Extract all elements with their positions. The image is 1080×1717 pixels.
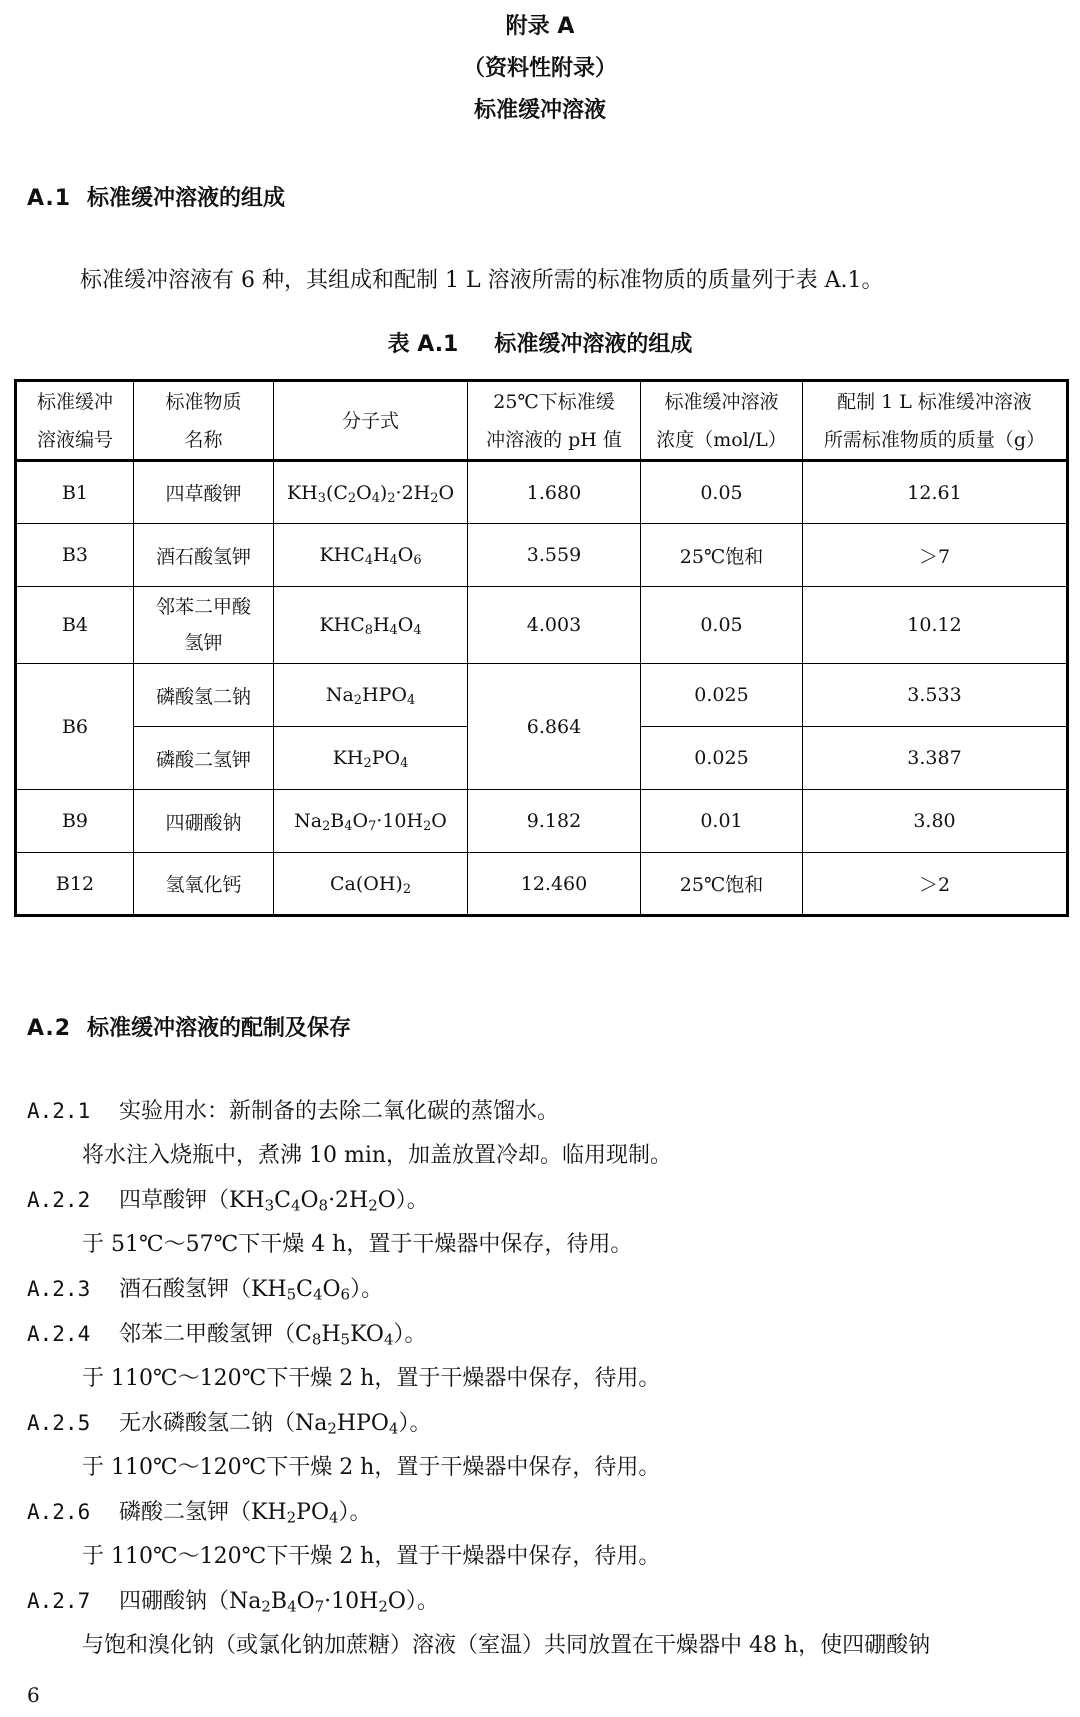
item-text: 四硼酸钠$(Na_2B_4O_7\cdot 10H_2O)$。 — [119, 1589, 439, 1616]
header-ph: 25℃下标准缓 冲溶液的 pH 值 — [468, 381, 641, 461]
cell-mass: 3.533 — [803, 664, 1068, 727]
cell-concentration: 0.05 — [641, 461, 803, 524]
table-row-b6 — [16, 664, 1068, 727]
table-row-b4 — [16, 587, 1068, 664]
section-number: A.2 — [27, 1016, 72, 1041]
item-text: 酒石酸氢钾$(KH_5C_4O_6)$。 — [119, 1277, 384, 1304]
cell-buffer-id: B3 — [16, 524, 134, 587]
header-mass: 配制 1 L 标准缓冲溶液 所需标准物质的质量（g） — [803, 381, 1068, 461]
header-buffer-id: 标准缓冲 溶液编号 — [16, 381, 134, 461]
cell-substance-name: 四硼酸钠 — [134, 790, 274, 853]
cell-formula: $Na_2HPO_4$ — [274, 664, 468, 727]
header-formula: 分子式 — [274, 381, 468, 461]
cell-formula: $KHC_4H_4O_6$ — [274, 524, 468, 587]
cell-substance-name: 酒石酸氢钾 — [134, 524, 274, 587]
cell-formula: $Na_2B_4O_7\cdot 10H_2O$ — [274, 790, 468, 853]
item-text: 实验用水：新制备的去除二氧化碳的蒸馏水。 — [119, 1099, 560, 1124]
cell-concentration: 0.01 — [641, 790, 803, 853]
table-row-b1 — [16, 461, 1068, 524]
header-substance-name: 标准物质 名称 — [134, 381, 274, 461]
cell-buffer-id: B9 — [16, 790, 134, 853]
cell-concentration: 25℃饱和 — [641, 853, 803, 916]
item-number: A.2.6 — [27, 1500, 91, 1524]
cell-substance-name: 磷酸二氢钾 — [134, 727, 274, 790]
cell-mass: ＞7 — [803, 524, 1068, 587]
table-header-row — [16, 381, 1068, 461]
cell-buffer-id: B1 — [16, 461, 134, 524]
cell-mass: 3.80 — [803, 790, 1068, 853]
cell-formula: $KH_2PO_4$ — [274, 727, 468, 790]
item-detail: 与饱和溴化钠（或氯化钠加蔗糖）溶液（室温）共同放置在干燥器中 48 h，使四硼酸钠 — [82, 1633, 931, 1658]
section-number: A.1 — [27, 186, 72, 211]
buffer-composition-table — [14, 379, 1069, 917]
header-concentration: 标准缓冲溶液 浓度（mol/L） — [641, 381, 803, 461]
item-detail: 将水注入烧瓶中，煮沸 10 min，加盖放置冷却。临用现制。 — [82, 1143, 673, 1168]
list-item — [27, 1183, 429, 1214]
table-caption-number: 表 A.1 — [387, 332, 459, 357]
item-text: 四草酸钾$(KH_3C_4O_8\cdot 2H_2O)$。 — [119, 1188, 429, 1215]
item-number: A.2.3 — [27, 1277, 91, 1301]
section-a2-heading — [27, 1011, 351, 1042]
item-text: 磷酸二氢钾$(KH_2PO_4)$。 — [119, 1500, 372, 1527]
appendix-name: 标准缓冲溶液 — [473, 98, 606, 123]
cell-ph: 12.460 — [468, 853, 641, 916]
cell-ph: 3.559 — [468, 524, 641, 587]
cell-formula: $Ca(OH)_2$ — [274, 853, 468, 916]
item-detail: 于 110℃～120℃下干燥 2 h，置于干燥器中保存，待用。 — [82, 1366, 661, 1391]
item-number: A.2.1 — [27, 1099, 91, 1123]
section-title: 标准缓冲溶液的配制及保存 — [87, 1016, 352, 1041]
item-number: A.2.4 — [27, 1322, 91, 1346]
list-item — [27, 1495, 372, 1526]
cell-buffer-id: B6 — [16, 664, 134, 790]
section-title: 标准缓冲溶液的组成 — [87, 186, 286, 211]
item-number: A.2.5 — [27, 1411, 91, 1435]
cell-formula: $KHC_8H_4O_4$ — [274, 587, 468, 664]
item-number: A.2.2 — [27, 1188, 91, 1212]
appendix-title: 附录 A — [505, 14, 575, 39]
cell-concentration: 0.025 — [641, 664, 803, 727]
cell-ph: 6.864 — [468, 664, 641, 790]
cell-substance-name: 磷酸氢二钠 — [134, 664, 274, 727]
item-text: 无水磷酸氢二钠$(Na_2HPO_4)$。 — [119, 1411, 432, 1438]
cell-concentration: 25℃饱和 — [641, 524, 803, 587]
appendix-type: （资料性附录） — [462, 56, 617, 81]
item-detail: 于 110℃～120℃下干燥 2 h，置于干燥器中保存，待用。 — [82, 1544, 661, 1569]
list-item — [27, 1584, 439, 1615]
intro-paragraph: 标准缓冲溶液有 6 种，其组成和配制 1 L 溶液所需的标准物质的质量列于表 A.1。 — [80, 268, 884, 293]
cell-buffer-id: B12 — [16, 853, 134, 916]
cell-formula: $KH_3(C_2O_4)_2\cdot 2H_2O$ — [274, 461, 468, 524]
cell-ph: 1.680 — [468, 461, 641, 524]
item-text: 邻苯二甲酸氢钾$(C_8H_5KO_4)$。 — [119, 1322, 427, 1349]
table-row-b9 — [16, 790, 1068, 853]
list-item — [27, 1272, 383, 1303]
cell-substance-name: 氢氧化钙 — [134, 853, 274, 916]
cell-mass: ＞2 — [803, 853, 1068, 916]
cell-ph: 4.003 — [468, 587, 641, 664]
cell-ph: 9.182 — [468, 790, 641, 853]
item-number: A.2.7 — [27, 1589, 91, 1613]
cell-concentration: 0.025 — [641, 727, 803, 790]
cell-substance-name: 邻苯二甲酸 氢钾 — [134, 587, 274, 664]
cell-mass: 10.12 — [803, 587, 1068, 664]
page-number: 6 — [27, 1683, 40, 1707]
cell-concentration: 0.05 — [641, 587, 803, 664]
list-item — [27, 1317, 426, 1348]
item-detail: 于 51℃～57℃下干燥 4 h，置于干燥器中保存，待用。 — [82, 1232, 633, 1257]
cell-substance-name: 四草酸钾 — [134, 461, 274, 524]
list-item — [27, 1406, 431, 1437]
cell-buffer-id: B4 — [16, 587, 134, 664]
cell-mass: 12.61 — [803, 461, 1068, 524]
table-row-b12 — [16, 853, 1068, 916]
cell-mass: 3.387 — [803, 727, 1068, 790]
list-item — [27, 1094, 559, 1125]
item-detail: 于 110℃～120℃下干燥 2 h，置于干燥器中保存，待用。 — [82, 1455, 661, 1480]
section-a1-heading — [27, 181, 285, 212]
table-row-b3 — [16, 524, 1068, 587]
table-caption-title: 标准缓冲溶液的组成 — [494, 332, 693, 357]
table-caption — [0, 327, 1080, 358]
